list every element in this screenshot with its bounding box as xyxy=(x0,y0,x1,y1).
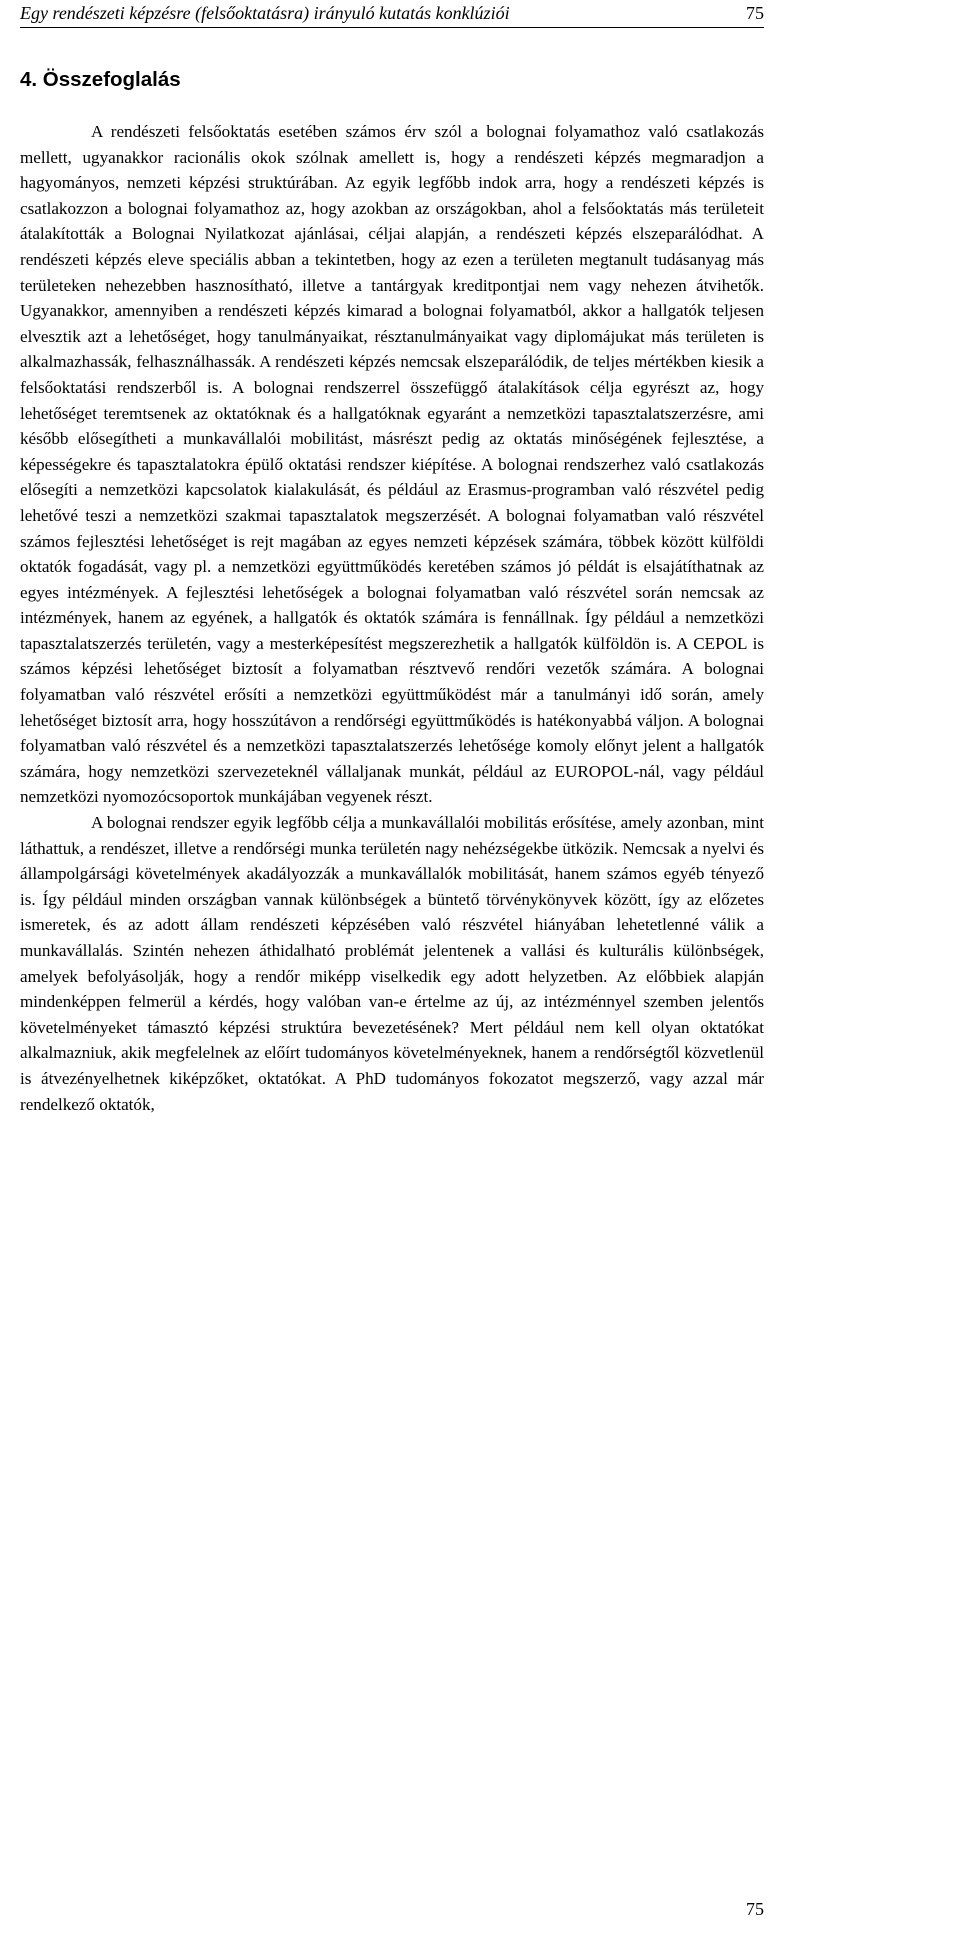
section-heading: 4. Összefoglalás xyxy=(20,68,181,91)
header-divider xyxy=(20,27,764,28)
body-paragraph: A bolognai rendszer egyik legfőbb célja a munkavállalói mobilitás erősítése, amely azonban, mint láthattuk, a rendészet, illetve a rendőrségi munka területén nagy nehézségekbe ütközik. Nemcsak a nyelvi és állampolgársági követelmények akadályozzák a munkavállalók mobilitását, hanem számos egyéb tényező is. Így például minden országban vannak különbségek a büntető törvénykönyvek között, így az előzetes ismeretek, és az adott állam rendészeti képzésében való részvétel hiányában lehetetlenné válik a munkavállalás. Szintén nehezen áthidalható problémát jelentenek a vallási és kulturális különbségek, amelyek befolyásolják, hogy a rendőr miképp viselkedik egy adott helyzetben. Az előbbiek alapján mindenképpen felmerül a kérdés, hogy valóban van-e értelme az új, az intézménnyel szemben jelentős követelményeket támasztó képzési struktúra bevezetésének? Mert például nem kell olyan oktatókat alkalmazniuk, akik megfelelnek az előírt tudományos követelményeknek, hanem a rendőrségtől közvetlenül is átvezényelhetnek kiképzőket, oktatókat. A PhD tudományos fokozatot megszerző, vagy azzal már rendelkező oktatók, xyxy=(20,813,764,1114)
body-paragraph: A rendészeti felsőoktatás esetében számos érv szól a bolognai folyamathoz való csatlakozás mellett, ugyanakkor racionális okok szólnak amellett is, hogy a rendészeti képzés megmaradjon a hagyományos, nemzeti képzési struktúrában. Az egyik legfőbb indok arra, hogy a rendészeti képzés is csatlakozzon a bolognai folyamathoz az, hogy azokban az országokban, ahol a felsőoktatás más területeit átalakították a Bolognai Nyilatkozat ajánlásai, céljai alapján, a rendészeti képzés elszeparálódhat. A rendészeti képzés eleve speciális abban a tekintetben, hogy az ezen a területen megtanult tudásanyag más területeken nehezebben hasznosítható, illetve a tantárgyak kreditpontjai nem vagy nehezen átvihetők. Ugyanakkor, amennyiben a rendészeti képzés kimarad a bolognai folyamatból, akkor a hallgatók teljesen elvesztik azt a lehetőséget, hogy tanulmányaikat, résztanulmányaikat vagy diplomájukat más területen is alkalmazhassák, felhasználhassák. A rendészeti képzés nemcsak elszeparálódik, de teljes mértékben kiesik a felsőoktatási rendszerből is. A bolognai rendszerrel összefüggő átalakítások célja egyrészt az, hogy lehetőséget teremtsenek az oktatóknak és a hallgatóknak egyaránt a nemzetközi tapasztalatszerzésre, ami később elősegítheti a munkavállalói mobilitást, másrészt pedig az oktatás minőségének fejlesztése, a képességekre és tapasztalatokra épülő oktatási rendszer kiépítése. A bolognai rendszerhez való csatlakozás elősegíti a nemzetközi kapcsolatok kialakulását, és például az Erasmus-programban való részvétel pedig lehetővé teszi a nemzetközi szakmai tapasztalatok megszerzését. A bolognai folyamatban való részvétel számos fejlesztési lehetőséget is rejt magában az egyes nemzeti képzések számára, többek között külföldi oktatók fogadását, vagy pl. a nemzetközi együttműködés keretében számos jó példát is elsajátíthatnak az egyes intézmények. A fejlesztési lehetőségek a bolognai folyamatban való részvétel során nemcsak az intézmények, hanem az egyének, a hallgatók és oktatók számára is fennállnak. Így például a nemzetközi tapasztalatszerzés területén, vagy a mesterképesítést megszerezhetik a hallgatók külföldön is. A CEPOL is számos képzési lehetőséget biztosít a folyamatban résztvevő rendőri vezetők számára. A bolognai folyamatban való részvétel erősíti a nemzetközi együttműködést már a tanulmányi idő során, amely lehetőséget biztosít arra, hogy hosszútávon a rendőrségi együttműködés is hatékonyabbá váljon. A bolognai folyamatban való részvétel és a nemzetközi tapasztalatszerzés lehetősége komoly előnyt jelent a hallgatók számára, hogy nemzetközi szervezeteknél vállaljanak munkát, például az EUROPOL-nál, vagy például nemzetközi nyomozócsoportok munkájában vegyenek részt. xyxy=(20,122,764,807)
page-header xyxy=(20,0,764,30)
footer-page-number: 75 xyxy=(746,1899,764,1919)
running-title: Egy rendészeti képzésre (felsőoktatásra) irányuló kutatás konklúziói xyxy=(20,3,510,23)
main-content xyxy=(20,64,764,1117)
header-page-number: 75 xyxy=(746,3,764,23)
